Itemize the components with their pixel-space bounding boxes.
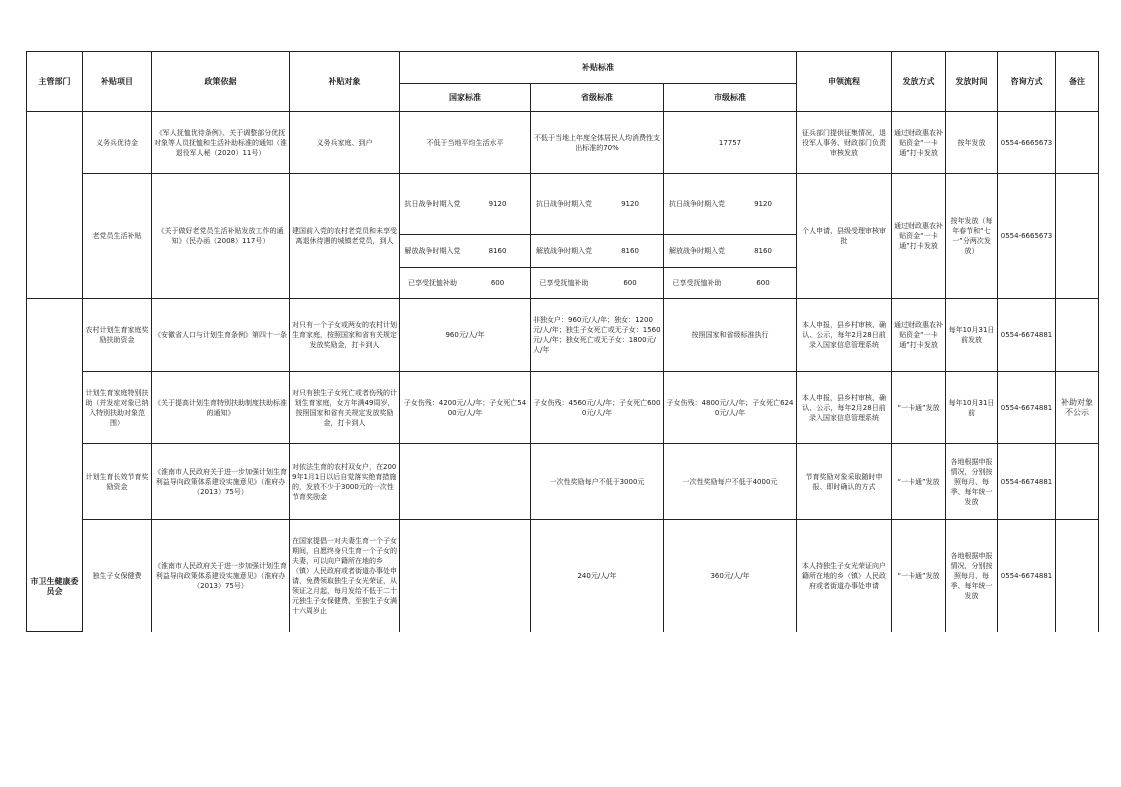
table-row [27, 299, 1099, 372]
header-contact: 咨询方式 [998, 52, 1056, 112]
tier-value: 9120 [488, 199, 507, 208]
basis-cell: 《关于做好老党员生活补贴发放工作的通知》（民办函（2008）117号） [152, 174, 290, 299]
header-time: 发放时间 [946, 52, 998, 112]
national-cell: 不低于当地平均生活水平 [400, 112, 531, 174]
tier-value: 600 [597, 268, 663, 298]
provincial-tiers [531, 174, 664, 299]
header-process: 申领流程 [797, 52, 892, 112]
process-cell: 本人申报，县乡村审核、确认、公示，每年2月28日前录入国家信息管理系统 [797, 372, 892, 444]
tier-label: 抗日战争时期入党 [669, 199, 725, 208]
table-row [27, 112, 1099, 174]
method-cell: “一卡通”发放 [892, 444, 946, 520]
method-cell: 通过财政惠农补贴资金“一卡通”打卡发放 [892, 174, 946, 299]
basis-cell: 《关于提高计划生育特别扶助制度扶助标准的通知》 [152, 372, 290, 444]
table-row [27, 372, 1099, 444]
target-cell: 对只有一个子女或两女的农村计划生育家庭，按照国家和省有关规定发放奖励金，打卡到人 [290, 299, 400, 372]
time-cell: 各地根据申报情况，分别按照每月、每季、每年统一发放 [946, 444, 998, 520]
tier-label: 解放战争时期入党 [531, 234, 597, 267]
municipal-tiers [664, 174, 797, 299]
tier-value: 600 [465, 268, 530, 298]
provincial-cell: 非独女户：960元/人/年；独女：1200元/人/年；独生子女死亡或无子女：1560元/人/年；独女死亡或无子女：1800元/人/年 [531, 299, 664, 372]
provincial-cell: 一次性奖励每户不低于3000元 [531, 444, 664, 520]
municipal-cell: 360元/人/年 [664, 520, 797, 632]
time-cell: 按年发放 [946, 112, 998, 174]
dept-cell-empty [27, 112, 83, 299]
tier-label: 已享受抚恤补助 [531, 268, 597, 298]
time-cell: 每年10月31日前发放 [946, 299, 998, 372]
remark-cell [1056, 112, 1099, 174]
remark-cell [1056, 520, 1099, 632]
contact-cell: 0554-6674881 [998, 520, 1056, 632]
header-row-1 [27, 52, 1099, 84]
national-cell: 子女伤残：4200元/人/年；子女死亡5400元/人/年 [400, 372, 531, 444]
basis-cell: 《安徽省人口与计划生育条例》第四十一条 [152, 299, 290, 372]
remark-cell [1056, 299, 1099, 372]
tier-label: 已享受抚恤补助 [664, 268, 730, 298]
target-cell: 义务兵家庭、到户 [290, 112, 400, 174]
header-target: 补贴对象 [290, 52, 400, 112]
target-cell: 对依法生育的农村双女户，在2009年1月1日以后自觉落实绝育措施的，发放不少于3000元的一次性节育奖励金 [290, 444, 400, 520]
basis-cell: 《淮南市人民政府关于进一步加强计划生育利益导向政策体系建设实施意见》（淮府办（2013）75号） [152, 444, 290, 520]
municipal-cell: 17757 [664, 112, 797, 174]
tier-value: 8160 [465, 234, 530, 267]
national-tiers [400, 174, 531, 299]
contact-cell: 0554-6665673 [998, 112, 1056, 174]
target-cell: 对只有独生子女死亡或者伤残的计划生育家庭，女方年满49周岁，按照国家和省有关规定发放奖励金，打卡到人 [290, 372, 400, 444]
header-municipal: 市级标准 [664, 84, 797, 112]
national-cell: 960元/人/年 [400, 299, 531, 372]
tier-value: 9120 [621, 199, 639, 208]
subsidy-table [26, 51, 1099, 632]
method-cell: “一卡通”发放 [892, 520, 946, 632]
contact-cell: 0554-6674881 [998, 372, 1056, 444]
tier-value: 8160 [730, 234, 796, 267]
municipal-cell: 子女伤残：4800元/人/年；子女死亡6240元/人/年 [664, 372, 797, 444]
item-cell: 计划生育家庭特别扶助（并发症对象已纳入特别扶助对象范围） [83, 372, 152, 444]
item-cell: 农村计划生育家庭奖励扶助资金 [83, 299, 152, 372]
header-dept: 主管部门 [27, 52, 83, 112]
header-basis: 政策依据 [152, 52, 290, 112]
process-cell: 本人申报，县乡村审核、确认、公示，每年2月28日前录入国家信息管理系统 [797, 299, 892, 372]
contact-cell: 0554-6665673 [998, 174, 1056, 299]
header-standard: 补贴标准 [400, 52, 797, 84]
process-cell: 节育奖励对象采取随时申报、即时确认的方式 [797, 444, 892, 520]
item-cell: 独生子女保健费 [83, 520, 152, 632]
process-cell: 本人持独生子女光荣证向户籍所在地的乡（镇）人民政府或者街道办事处申请 [797, 520, 892, 632]
dept-group-cell: 市卫生健康委员会 [27, 299, 83, 632]
national-cell [400, 444, 531, 520]
header-item: 补贴项目 [83, 52, 152, 112]
tier-value: 600 [730, 268, 796, 298]
tier-label: 已享受抚恤补助 [400, 268, 465, 298]
time-cell: 每年10月31日前 [946, 372, 998, 444]
table-row [27, 520, 1099, 632]
target-cell: 建国前入党的农村老党员和未享受离退休待遇的城镇老党员，到人 [290, 174, 400, 299]
method-cell: 通过财政惠农补贴资金“一卡通”打卡发放 [892, 112, 946, 174]
time-cell: 各地根据申报情况，分别按照每月、每季、每年统一发放 [946, 520, 998, 632]
tier-label: 解放战争时期入党 [400, 234, 465, 267]
method-cell: “一卡通”发放 [892, 372, 946, 444]
basis-cell: 《淮南市人民政府关于进一步加强计划生育利益导向政策体系建设实施意见》（淮府办（2013）75号） [152, 520, 290, 632]
municipal-cell: 一次性奖励每户不低于4000元 [664, 444, 797, 520]
tier-label: 抗日战争时期入党 [536, 199, 592, 208]
tier-label: 抗日战争时期入党 [404, 199, 461, 208]
header-provincial: 省级标准 [531, 84, 664, 112]
provincial-cell: 子女伤残：4560元/人/年；子女死亡6000元/人/年 [531, 372, 664, 444]
process-cell: 个人申请、县级受理审核审批 [797, 174, 892, 299]
basis-cell: 《军人抚恤优待条例》、关于调整部分优抚对象等人员抚恤和生活补助标准的通知（淮退役军人秘（2020）11号） [152, 112, 290, 174]
table-row [27, 174, 1099, 299]
tier-label: 解放战争时期入党 [664, 234, 730, 267]
header-remark: 备注 [1056, 52, 1099, 112]
method-cell: 通过财政惠农补贴资金“一卡通”打卡发放 [892, 299, 946, 372]
provincial-cell: 不低于当地上年度全体居民人均消费性支出标准的70% [531, 112, 664, 174]
header-method: 发放方式 [892, 52, 946, 112]
time-cell: 按年发放（每年春节和“七一”分两次发放） [946, 174, 998, 299]
remark-cell [1056, 174, 1099, 299]
item-cell: 计划生育长效节育奖励资金 [83, 444, 152, 520]
item-cell: 老党员生活补贴 [83, 174, 152, 299]
municipal-cell: 按照国家和省级标准执行 [664, 299, 797, 372]
tier-value: 9120 [754, 199, 772, 208]
process-cell: 征兵部门提供征集情况，退役军人事务、财政部门负责审核发放 [797, 112, 892, 174]
item-cell: 义务兵优待金 [83, 112, 152, 174]
tier-value: 8160 [597, 234, 663, 267]
contact-cell: 0554-6674881 [998, 299, 1056, 372]
national-cell [400, 520, 531, 632]
target-cell: 在国家提倡一对夫妻生育一个子女期间，自愿终身只生育一个子女的夫妻，可以向户籍所在地的乡（镇）人民政府或者街道办事处申请，免费领取独生子女光荣证，从领证之月起，每月发给不低于二十元独生子女保健费，至独生子女满十六周岁止 [290, 520, 400, 632]
provincial-cell: 240元/人/年 [531, 520, 664, 632]
remark-cell: 补助对象不公示 [1056, 372, 1099, 444]
contact-cell: 0554-6674881 [998, 444, 1056, 520]
remark-cell [1056, 444, 1099, 520]
table-row [27, 444, 1099, 520]
header-national: 国家标准 [400, 84, 531, 112]
